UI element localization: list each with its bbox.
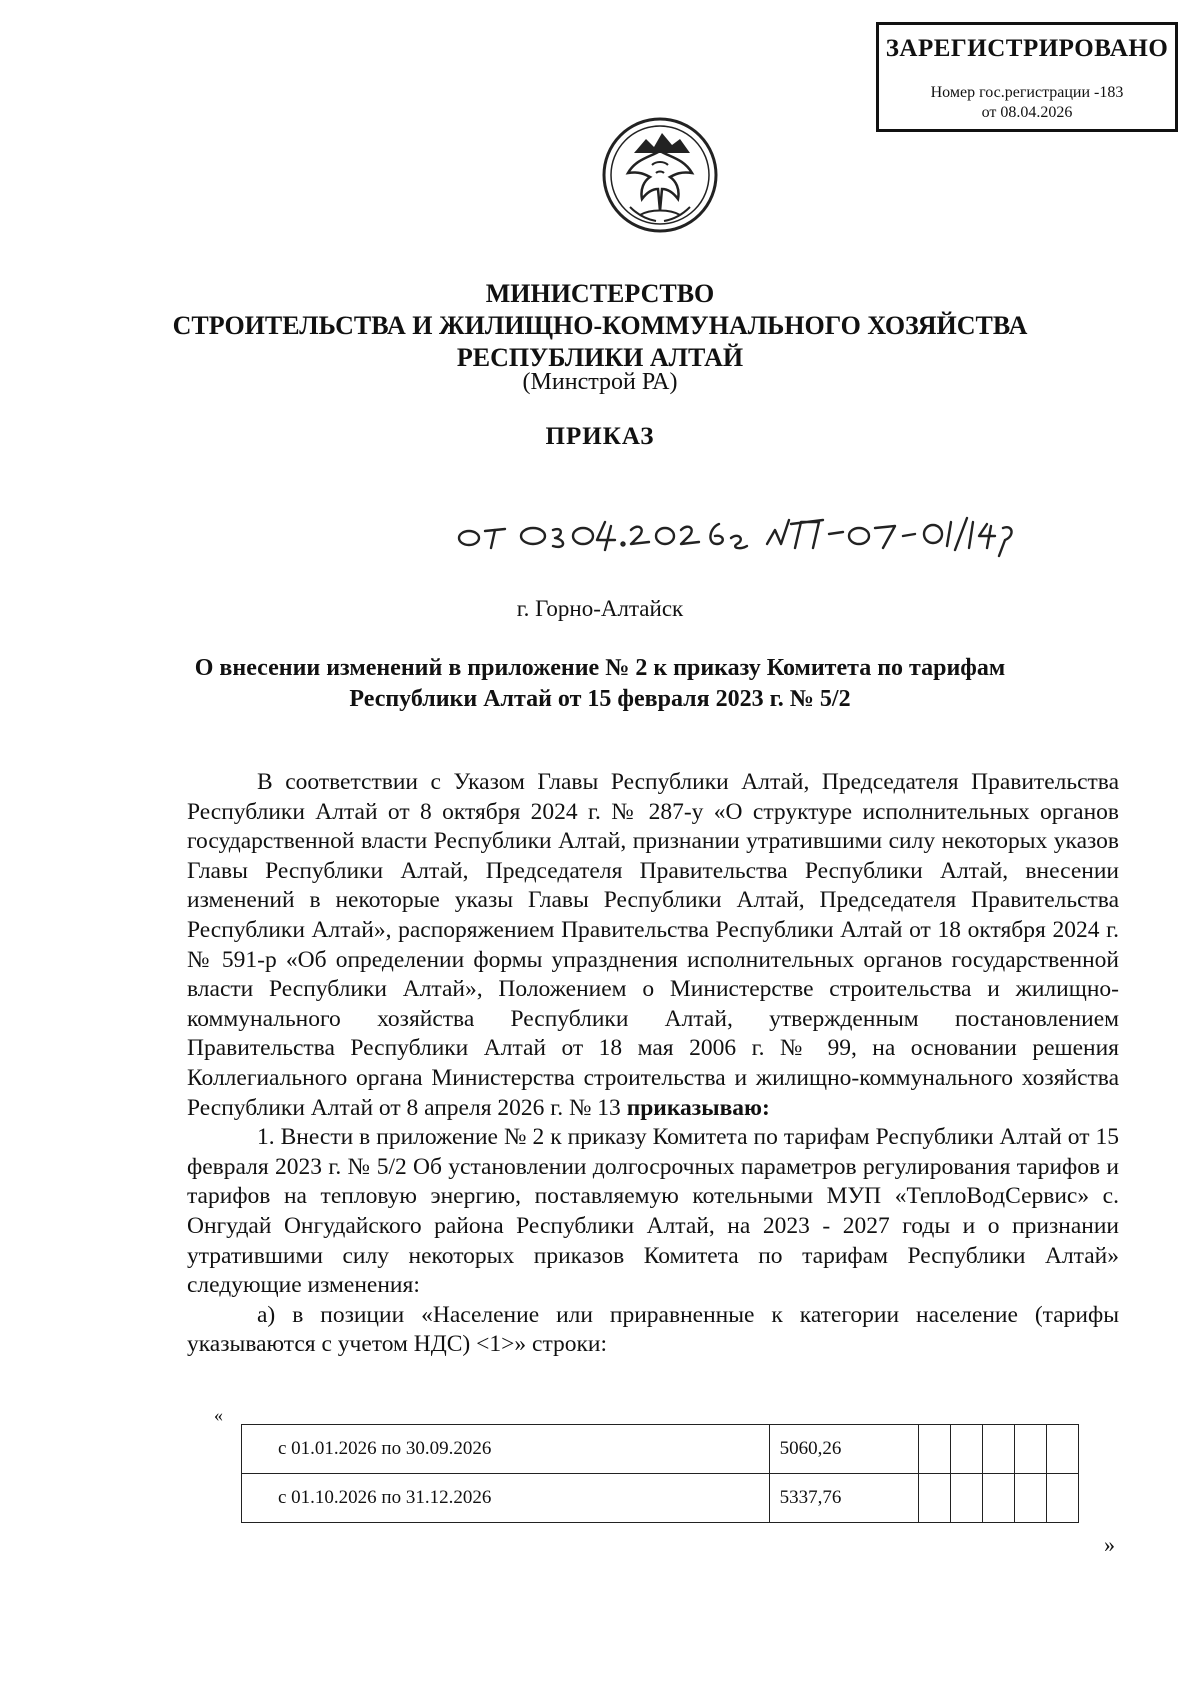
document-body bbox=[187, 768, 1119, 1360]
registration-date: от 08.04.2026 bbox=[981, 104, 1073, 121]
empty-cell bbox=[982, 1425, 1014, 1474]
period-cell: с 01.10.2026 по 31.12.2026 bbox=[242, 1474, 770, 1523]
tariff-value-cell: 5060,26 bbox=[769, 1425, 918, 1474]
empty-cell bbox=[1046, 1474, 1078, 1523]
empty-cell bbox=[1046, 1425, 1078, 1474]
item-a-paragraph: а) в позиции «Население или приравненные к категории население (тарифы указываются с учетом НДС) <1>» строки: bbox=[187, 1301, 1119, 1358]
document-type: ПРИКАЗ bbox=[545, 423, 655, 450]
empty-cell bbox=[918, 1474, 950, 1523]
tariff-value-cell: 5337,76 bbox=[769, 1474, 918, 1523]
ministry-line-1: МИНИСТЕРСТВО bbox=[485, 279, 715, 308]
registration-number: Номер гос.регистрации -183 bbox=[930, 84, 1124, 101]
ministry-line-2: СТРОИТЕЛЬСТВА И ЖИЛИЩНО-КОММУНАЛЬНОГО ХОЗЯЙСТВА bbox=[172, 311, 1028, 340]
empty-cell bbox=[1014, 1425, 1046, 1474]
coat-of-arms-icon bbox=[600, 115, 720, 235]
handwritten-date-number bbox=[455, 500, 1015, 560]
empty-cell bbox=[982, 1474, 1014, 1523]
quote-close-mark: » bbox=[1104, 1532, 1115, 1557]
subject-line-1: О внесении изменений в приложение № 2 к приказу Комитета по тарифам bbox=[194, 655, 1006, 681]
quote-open-mark: « bbox=[214, 1405, 223, 1425]
preamble-paragraph bbox=[187, 768, 1119, 1123]
ministry-short-name: (Минстрой РА) bbox=[522, 369, 678, 395]
subject-line-2: Республики Алтай от 15 февраля 2023 г. № 5/2 bbox=[349, 686, 851, 712]
empty-cell bbox=[918, 1425, 950, 1474]
registration-title: ЗАРЕГИСТРИРОВАНО bbox=[885, 35, 1169, 62]
city: г. Горно-Алтайск bbox=[516, 596, 684, 621]
document-subject bbox=[0, 653, 1200, 715]
tariff-table bbox=[241, 1424, 1079, 1523]
table-row bbox=[242, 1425, 1079, 1474]
period-cell: с 01.01.2026 по 30.09.2026 bbox=[242, 1425, 770, 1474]
empty-cell bbox=[950, 1425, 982, 1474]
registration-stamp bbox=[876, 22, 1178, 132]
preamble-order-word: приказываю: bbox=[626, 1094, 770, 1121]
empty-cell bbox=[950, 1474, 982, 1523]
empty-cell bbox=[1014, 1474, 1046, 1523]
preamble-text: В соответствии с Указом Главы Республики Алтай, Председателя Правительства Республики Алтай от 8 октября 2024 г. № 287-у «О структуре исполнительных органов государственной власти Республики Алтай, признании утратившими силу некоторых указов Главы Республики Алтай, Председателя Правительства Республики Алтай, внесении изменений в некоторые указы Главы Республики Алтай, Председателя Правительства Республики Алтай», распоряжением Правительства Республики Алтай от 18 октября 2024 г. № 591-р «Об определении формы упразднения исполнительных органов государственной власти Республики Алтай», Положением о Министерстве строительства и жилищно-коммунального хозяйства Республики Алтай, утвержденным постановлением Правительства Республики Алтай от 18 мая 2006 г. № 99, на основании решения Коллегиального органа Министерства строительства и жилищно-коммунального хозяйства Республики Алтай от 8 апреля 2026 г. № 13 bbox=[187, 769, 1119, 1121]
ministry-line-3: РЕСПУБЛИКИ АЛТАЙ bbox=[456, 343, 744, 372]
item-1-paragraph: 1. Внести в приложение № 2 к приказу Комитета по тарифам Республики Алтай от 15 февраля 2023 г. № 5/2 Об установлении долгосрочных параметров регулирования тарифов и тарифов на тепловую энергию, поставляемую котельными МУП «ТеплоВодСервис» с. Онгудай Онгудайского района Республики Алтай, на 2023 - 2027 годы и о признании утратившими силу некоторых приказов Комитета по тарифам Республики Алтай» следующие изменения: bbox=[187, 1124, 1119, 1299]
table-row bbox=[242, 1474, 1079, 1523]
ministry-name bbox=[0, 278, 1200, 374]
